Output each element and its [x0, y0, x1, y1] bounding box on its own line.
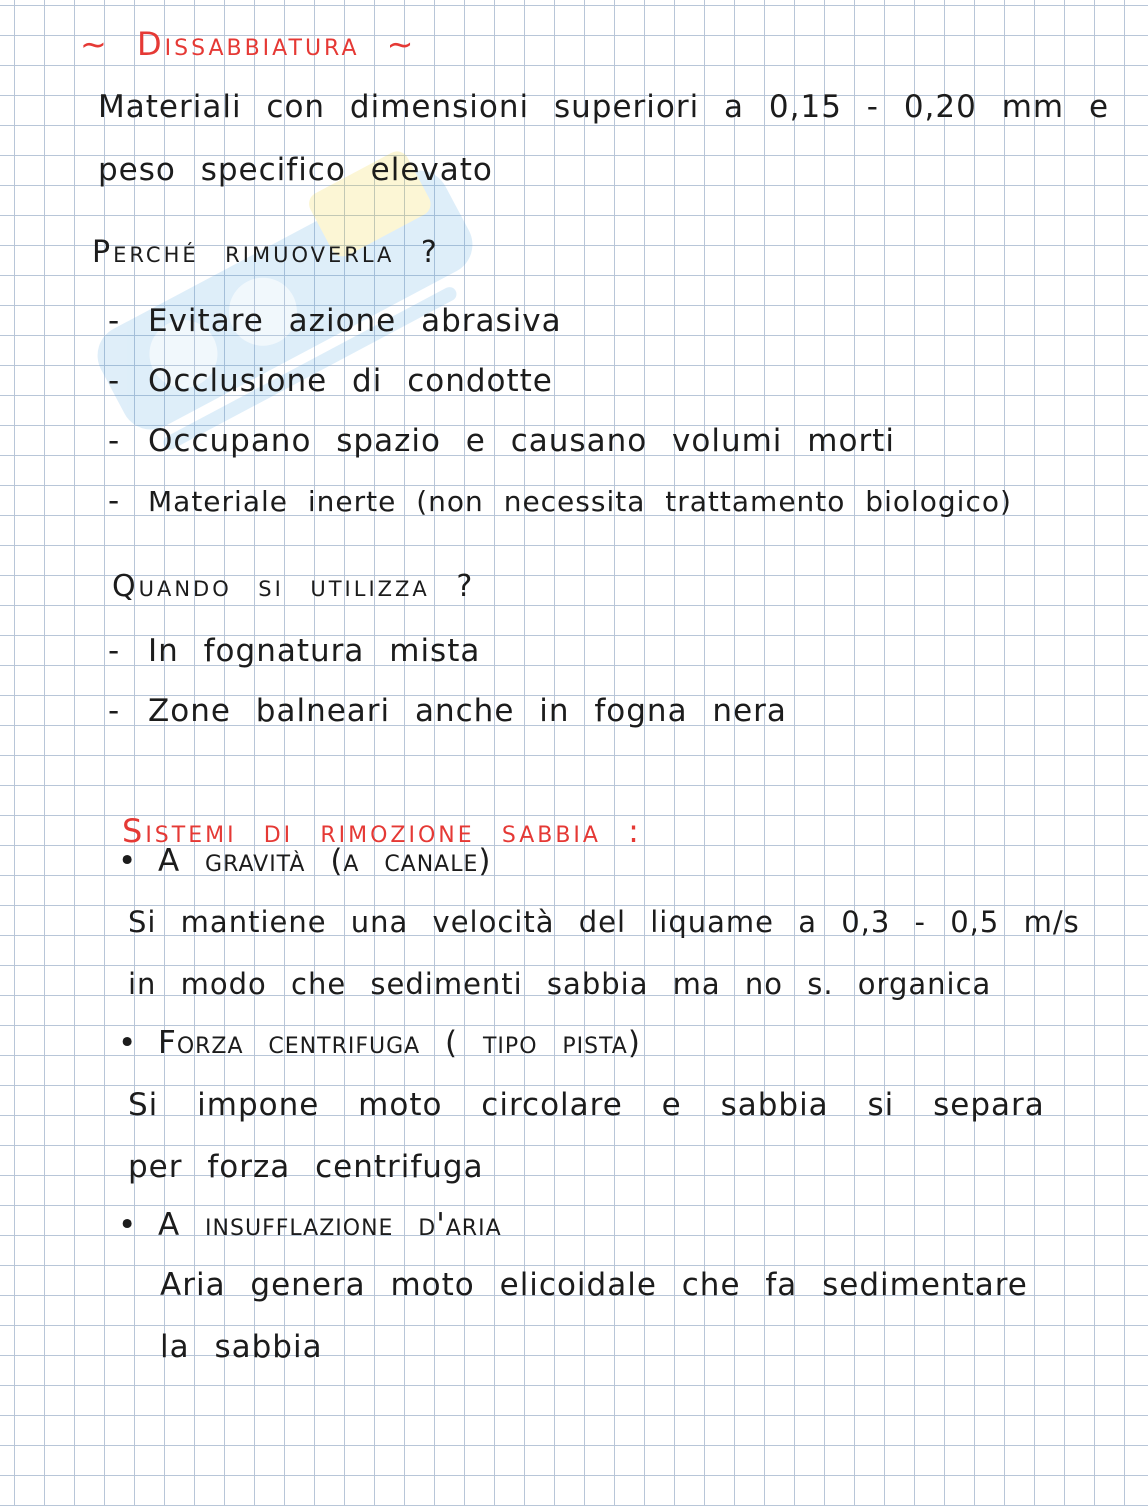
dash-marker: - — [108, 483, 121, 519]
dash-marker: - — [108, 363, 121, 399]
dash-marker: - — [108, 693, 121, 729]
system-gravity-label — [118, 843, 492, 879]
system-centrifugal-line-2: per forza centrifuga — [128, 1149, 484, 1185]
bullet-marker: • — [118, 1025, 138, 1061]
list-item-text: Materiale inerte (non necessita trattamento biologico) — [148, 485, 1012, 518]
system-centrifugal-line-1: Si impone moto circolare e sabbia si separa — [128, 1087, 1045, 1123]
system-air-label — [118, 1207, 502, 1243]
system-gravity-line-1: Si mantiene una velocità del liquame a 0,3 - 0,5 m/s — [128, 905, 1080, 939]
page-title: ~ Dissabbiatura ~ — [80, 25, 417, 63]
intro-line-1: Materiali con dimensioni superiori a 0,15 - 0,20 mm e — [98, 89, 1110, 125]
system-label-text: Forza centrifuga ( tipo pista) — [158, 1025, 641, 1061]
system-air-line-2: la sabbia — [160, 1329, 323, 1365]
list-item — [108, 693, 787, 729]
list-item — [108, 483, 1012, 519]
list-item-text: In fognatura mista — [148, 633, 481, 669]
list-item — [108, 633, 481, 669]
system-gravity-line-2: in modo che sedimenti sabbia ma no s. organica — [128, 967, 992, 1001]
systems-heading: Sistemi di rimozione sabbia : — [122, 812, 642, 850]
watermark-logo — [50, 150, 520, 450]
list-item — [108, 303, 562, 339]
intro-line-2: peso specifico elevato — [98, 152, 493, 188]
dash-marker: - — [108, 303, 121, 339]
list-item — [108, 363, 553, 399]
bullet-marker: • — [118, 1207, 138, 1243]
list-item-text: Evitare azione abrasiva — [148, 303, 562, 339]
list-item-text: Zone balneari anche in fogna nera — [148, 693, 787, 729]
dash-marker: - — [108, 633, 121, 669]
dash-marker: - — [108, 423, 121, 459]
list-item — [108, 423, 895, 459]
why-heading: Perché rimuoverla ? — [92, 235, 440, 270]
when-heading: Quando si utilizza ? — [112, 569, 476, 604]
bullet-marker: • — [118, 843, 138, 879]
list-item-text: Occupano spazio e causano volumi morti — [148, 423, 895, 459]
list-item-text: Occlusione di condotte — [148, 363, 553, 399]
system-label-text: A insufflazione d'aria — [158, 1207, 502, 1243]
system-label-text: A gravità (a canale) — [158, 843, 492, 879]
system-air-line-1: Aria genera moto elicoidale che fa sedimentare — [160, 1267, 1028, 1303]
system-centrifugal-label — [118, 1025, 641, 1061]
